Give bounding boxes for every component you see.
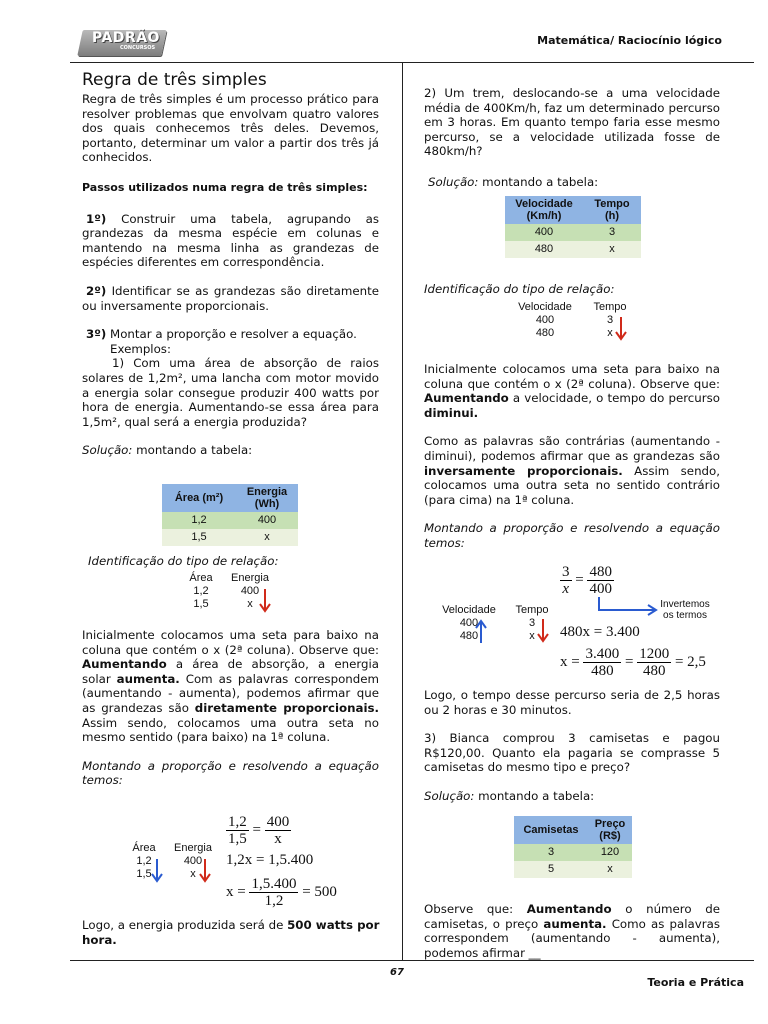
- intro-paragraph: Regra de três simples é um processo prático para resolver problemas que envolvam quatro valores dos quais conhecemos três deles. Devemos, portanto, determinar um valor a partir dos três já conhecidos.: [82, 92, 379, 165]
- area-energy-table: [162, 484, 298, 546]
- arrow-down-red-icon: [258, 588, 272, 614]
- left-explanation: Inicialmente colocamos uma seta para baixo na coluna que contém o x (2ª coluna). Observe que: Aumentando a área de absorção, a energia solar aumenta. Com as palavras correspondem (aumentando - aumenta), podemos afirmar que as grandezas são diretamente proporcionais. Assim sendo, colocamos uma outra seta no mesmo sentido (para baixo) na 1ª coluna. Montando a proporção e resolvendo a equação temos:: [82, 628, 379, 788]
- equation-3: x = $\frac{1,5.400}{1,2}$ = 500: [226, 876, 337, 909]
- right-explanation: Inicialmente colocamos uma seta para baixo na coluna que contém o x (2ª coluna). Observe que: Aumentando a velocidade, o tempo do percurso diminui. Como as palavras são contrárias (aumentando - diminui), podemos afirmar que as grandezas são inversamente proporcionais. Assim sendo, colocamos uma outra seta no sentido contrário (para cima) na 1ª coluna. Montando a proporção e resolvendo a equação temos:: [424, 362, 720, 550]
- rel2-col-a: Velocidade 400 480: [442, 604, 496, 642]
- footer-label: Teoria e Prática: [647, 976, 744, 989]
- solution-line: Solução: montando a tabela:: [424, 788, 595, 803]
- equation-1: $\frac{3}{x}$ = $\frac{480}{400}$: [562, 564, 612, 597]
- table-cell: 1,2: [162, 512, 236, 529]
- montando-label: Montando a proporção e resolvendo a equação temos:: [82, 758, 379, 788]
- table-cell: 1,5: [162, 529, 236, 546]
- equation-2: 1,2x = 1,5.400: [226, 852, 314, 868]
- example-2: 2) Um trem, deslocando-se a uma velocidade média de 400Km/h, faz um determinado percurso em 3 horas. Em quanto tempo faria esse mesmo percurso, se a velocidade utilizada fosse de 480km/h?: [424, 86, 720, 159]
- equation-2: 480x = 3.400: [560, 624, 640, 640]
- arrow-down-red-icon: [198, 858, 212, 884]
- left-conclusion: Logo, a energia produzida será de 500 watts por hora.: [82, 918, 380, 947]
- table-header: Velocidade (Km/h): [505, 196, 583, 224]
- header-subject: Matemática/ Raciocínio lógico: [537, 34, 722, 47]
- right-column: [424, 86, 720, 190]
- column-divider: [402, 62, 403, 960]
- rel2-col-b: Tempo 3 x: [515, 604, 549, 642]
- table-cell: 120: [588, 844, 632, 861]
- table-header: Tempo (h): [583, 196, 641, 224]
- speed-time-table: [505, 196, 641, 258]
- arrow-down-red-icon: [614, 316, 628, 342]
- rel-col-b: Energia 400 x: [231, 572, 269, 610]
- table-header: Camisetas: [514, 816, 588, 844]
- table-cell: x: [588, 861, 632, 878]
- solution-line: Solução: montando a tabela:: [428, 174, 599, 189]
- solution-line: Solução: montando a tabela:: [82, 443, 253, 458]
- example-1: 1) Com uma área de absorção de raios solares de 1,2m², uma lancha com motor movido a energia solar consegue produzir 400 watts por hora de energia. Aumentando-se essa área para 1,5m², qual será a energia produzida?: [82, 356, 379, 429]
- steps-heading: Passos utilizados numa regra de três simples:: [82, 180, 368, 194]
- rel2-col-a: Área 1,2 1,5: [132, 842, 156, 880]
- right-lower: [424, 688, 720, 804]
- header-rule: [70, 62, 754, 63]
- identification-label: Identificação do tipo de relação:: [424, 282, 615, 296]
- step-1: 1º) Construir uma tabela, agrupando as grandezas da mesma espécie em colunas e mantendo na mesma linha as grandezas de espécies diferentes em correspondência.: [82, 211, 379, 270]
- equation-3: x = $\frac{3.400}{480}$ = $\frac{1200}{480}$ = 2,5: [560, 646, 706, 679]
- invert-arrow-icon: [598, 596, 660, 616]
- table-cell: x: [583, 241, 641, 258]
- table-cell: 400: [236, 512, 298, 529]
- table-header: Energia (Wh): [236, 484, 298, 512]
- table-cell: 400: [505, 224, 583, 241]
- section-title: Regra de três simples: [82, 70, 267, 90]
- step-2: 2º) Identificar se as grandezas são diretamente ou inversamente proporcionais.: [82, 283, 379, 313]
- page-number: 67: [390, 967, 404, 978]
- arrow-up-blue-icon: [474, 618, 488, 644]
- table-cell: 5: [514, 861, 588, 878]
- rel-col-a: Velocidade 400 480: [518, 301, 572, 339]
- examples-label: Exemplos:: [110, 341, 171, 356]
- invert-note: Invertemos os termos: [660, 599, 710, 621]
- example-3: 3) Bianca comprou 3 camisetas e pagou R$120,00. Quanto ela pagaria se comprasse 5 camisetas do mesmo tipo e preço?: [424, 731, 720, 775]
- left-column: [82, 70, 379, 458]
- table-cell: 480: [505, 241, 583, 258]
- shirt-price-table: [514, 816, 632, 878]
- equation-1: $\frac{1,2}{1,5}$ = $\frac{400}{x}$: [228, 814, 290, 847]
- table-header: Preço (R$): [588, 816, 632, 844]
- table-cell: 3: [583, 224, 641, 241]
- table-cell: x: [236, 529, 298, 546]
- rel-col-a: Área 1,2 1,5: [189, 572, 213, 610]
- rel-col-b: Tempo 3 x: [593, 301, 627, 339]
- conclusion-2: Logo, o tempo desse percurso seria de 2,5 horas ou 2 horas e 30 minutos.: [424, 688, 720, 717]
- table-header: Área (m²): [162, 484, 236, 512]
- rel2-col-b: Energia 400 x: [174, 842, 212, 880]
- identification-label: Identificação do tipo de relação:: [88, 554, 279, 568]
- arrow-down-blue-icon: [150, 858, 164, 884]
- arrow-down-red-icon: [536, 618, 550, 644]
- table-cell: 3: [514, 844, 588, 861]
- montando-label: Montando a proporção e resolvendo a equação temos:: [424, 521, 720, 550]
- right-final: Observe que: Aumentando o número de camisetas, o preço aumenta. Como as palavras correspondem (aumentando - aumenta), podemos afirmar __: [424, 902, 720, 960]
- step-3: 3º) Montar a proporção e resolver a equação.: [86, 327, 357, 342]
- publisher-logo: PADRÃO CONCURSOS: [80, 28, 166, 60]
